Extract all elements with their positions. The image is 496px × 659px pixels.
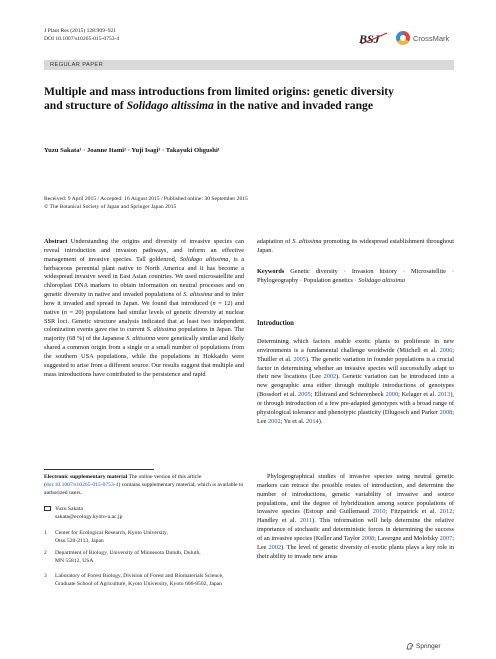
keywords [257,268,454,286]
sample-size-symbol: n [212,299,216,307]
esm-text: The online version of this article ( [44,474,202,488]
abstract-text: adaptation of [257,238,293,245]
corresponding-author [44,506,244,522]
intro-text: ), or through introduction of a few pre-adapted genotypes with a broad range of physiological tolerance and phenotypic plasticity (Dlugosch and Parker [257,391,454,416]
species-name: S. altissima [146,326,177,334]
intro-text: ; Lee [257,534,454,551]
springer-footer [406,642,441,650]
citation-link[interactable]: 2011 [299,517,313,525]
intro-text: Determining which factors enable exotic plants to proliferate in new environments is a fundamental challenge worldwide (Mitchell et al. [257,338,454,354]
intro-text: ). The level of genetic diversity of exotic plants plays a key role in their ability to invade new areas [257,543,454,560]
affiliation-text: Center for Ecological Research, Kyoto University, Otsu 520-2113, Japan [55,530,168,544]
abstract-continued [257,238,454,256]
crossmark-badge[interactable] [396,30,454,46]
esm-doi-link[interactable]: doi:10.1007/s10265-015-0753-4 [45,481,119,488]
affiliation-number: 3 [44,573,47,579]
keywords-text: Genetic diversity · Invasion history · Microsatellite · Phylogeography · Population genetics · [257,268,454,284]
sample-size-symbol: n [63,308,67,316]
abstract-text: = 12) and native ( [44,299,244,316]
species-name: Solidago altissima [179,255,229,263]
citation-link[interactable]: 2013 [437,391,451,399]
title-species: Solidago altissima [126,99,214,112]
citation-link[interactable]: 2008 [439,408,453,416]
journal-citation: J Plant Res (2015) 128:909–921 [44,28,117,34]
intro-text: ). Genetic variation can be introduced into a new geographic area either through multiple introductions of genotypes (Bossdorf et al. [257,373,454,399]
abstract-label: Abstract [44,238,68,245]
section-tag-bar [44,60,454,70]
keyword-species: Solidago altissima [358,276,405,284]
title-text: Multiple and mass introductions from limited origins: genetic diversity and structure of [44,85,394,112]
abstract-text: = 20) populations had similar levels of genetic diversity at nuclear SSR loci. Genetic structure analysis indicated that at least two independent colonization events gave rise to current [44,308,244,334]
svg-text:BSJ: BSJ [359,32,380,46]
bsj-logo [359,31,389,46]
affiliation-text: Department of Biology, University of Minnesota Duluth, Duluth, MN 55812, USA [55,550,201,564]
intro-text: ; Lee [257,408,454,425]
introduction-paragraph-2 [257,473,454,561]
citation-link[interactable]: 2002 [268,417,281,425]
citation-link[interactable]: 2002 [323,373,337,381]
affiliation-3 [44,573,244,589]
intro-text: ; Handley et al. [257,508,454,525]
citation-link[interactable]: 2007 [439,534,453,542]
affiliation-number: 2 [44,550,47,556]
supplementary-note [44,474,244,497]
springer-label: Springer [416,642,441,650]
affiliation-number: 1 [44,530,47,536]
intro-text: ; Lavergne and Molofsky [374,534,440,542]
affiliation-2 [44,550,244,566]
contact-email[interactable]: sakata@ecology.kyoto-u.ac.jp [55,513,123,520]
author-list: Yuzu Sakata¹ · Joanne Itami² · Yuji Isagi³ · Takayuki Ohgushi¹ [44,147,220,154]
crossmark-icon [396,31,410,45]
intro-text: ). [318,417,323,425]
introduction-heading: Introduction [257,320,294,327]
citation-link[interactable]: 2005 [298,391,311,399]
received-dates: Received: 9 April 2015 / Accepted: 16 August 2015 / Published online: 30 September 2015 [44,196,248,202]
section-tag: REGULAR PAPER [50,61,104,68]
abstract-text: promoting its widespread establishment throughout Japan. [257,238,454,254]
intro-text: ). The genetic variation in founder populations is a crucial factor in determining whether an invasive species will successfully adapt to their new locations (Lee [257,355,454,381]
abstract-text: Understanding the origins and diversity of invasive species can reveal introduction and invasion pathways, and inform an effective management of invasive species. Tall goldenrod, [44,238,244,263]
citation-link[interactable]: 2012 [439,508,453,516]
abstract-text: and to infer how it invaded and spread in Japan. We found that introduced ( [44,291,244,307]
species-name: S. altissima [292,238,322,245]
title-text-end: in the native and invaded range [213,99,373,112]
citation-link[interactable]: 2005 [293,355,306,363]
intro-text: ; Thuiller et al. [257,346,454,363]
introduction-paragraph-1 [257,338,454,426]
intro-text: ; Fitzpatrick et al. [385,508,440,516]
citation-link[interactable]: 2000 [385,391,399,399]
footnote-divider [44,469,154,470]
intro-text: ). This information will help determine the relative importance of stochastic and deterministic forces in determining the success of an invasive species (Keller and Taylor [257,517,455,542]
intro-text: ; Yu et al. [280,417,307,425]
esm-label: Electronic supplementary material [44,474,128,480]
affiliation-text: Laboratory of Forest Biology, Division of Forest and Biomaterials Science, Graduate School of Agriculture, Kyoto University, Kyoto 606-8502, Japan [55,573,224,587]
publication-history [44,195,248,211]
citation-link[interactable]: 2008 [361,534,375,542]
journal-meta [44,27,119,43]
citation-link[interactable]: 2006 [439,346,453,354]
copyright-line: © The Botanical Society of Japan and Springer Japan 2015 [44,204,177,210]
citation-link[interactable]: 2002 [268,543,282,551]
citation-link[interactable]: 2014 [306,417,319,425]
intro-text: ; Kelager et al. [398,391,438,399]
esm-text: ) contains supplementary material, which is available to authorized users. [44,481,244,496]
abstract-text: were genetically similar and likely shared a common origin from a single or a small number of populations from the southern USA populations, while the populations in Hokkaido were suggested to arise from a different source. Our results suggest that multiple and mass introductions have contributed to the persistence and rapid [44,335,244,378]
envelope-icon [44,506,51,511]
citation-link[interactable]: 2010 [372,508,386,516]
contact-name: Yuzu Sakata [55,506,83,512]
species-name: S. altissima [126,335,156,343]
springer-horse-icon [406,642,414,650]
keywords-label: Keywords [257,268,285,275]
species-name: S. altissima [183,291,213,299]
abstract-text: , is a herbaceous perennial plant native to North America and it has become a widespread invasive weed in East Asian countries. We used microsatellite and chloroplast DNA markers to obtain information on neutral processes and on genetic diversity in native and invaded populations of [44,255,245,299]
doi-line: DOI 10.1007/s10265-015-0753-4 [44,36,120,42]
article-title [44,85,404,113]
intro-text: Phylogeographical studies of invasive species using neutral genetic markers can retrace the possible routes of introduction, and determine the number of introductions, genetic variability of invasive and source populations, and the degree of hybridization among source populations of invasive species (Estoup and Guillemaud [257,473,454,516]
affiliation-1 [44,530,244,546]
abstract-text: populations in Japan. The majority (68 %) of the Japanese [44,326,245,343]
crossmark-label: CrossMark [413,33,450,43]
abstract [44,238,244,380]
intro-text: ; Ellstrand and Schierenbeck [310,391,386,399]
